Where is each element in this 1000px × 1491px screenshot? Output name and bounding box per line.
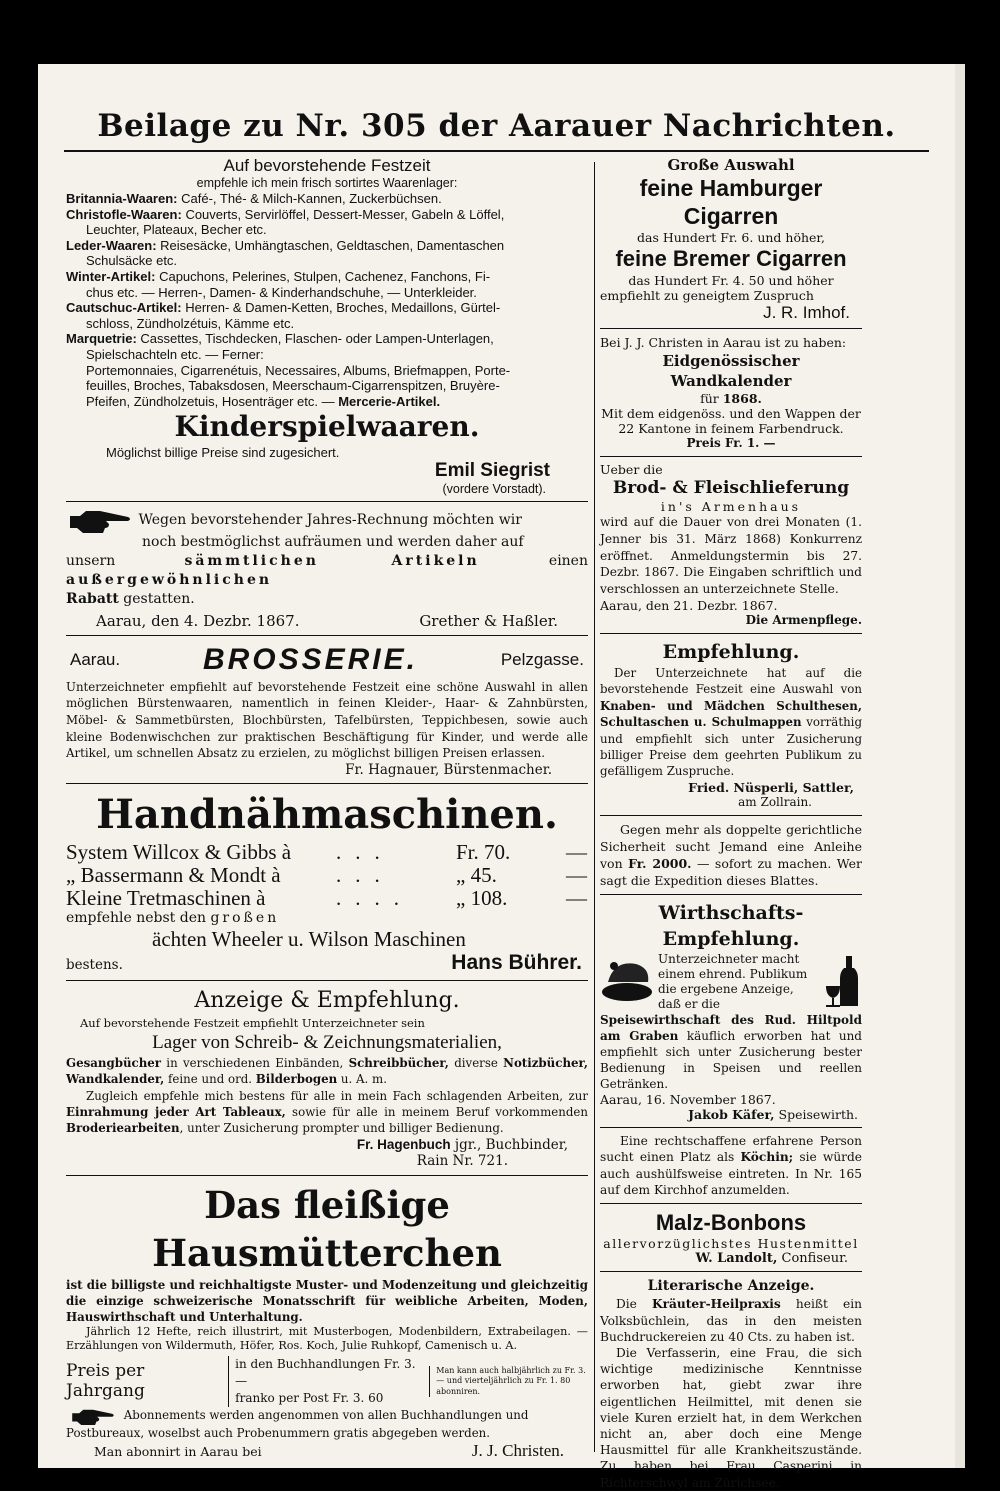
ad-hagenbuch bbox=[66, 986, 588, 1170]
ad-landolt-desc: allervorzüglichstes Hustenmittel bbox=[603, 1236, 859, 1252]
ad-kalender-desc: Mit dem eidgenöss. und den Wappen der 22 Kantone in feinem Farbendruck. bbox=[601, 406, 861, 436]
ad-literarisch-body2: Die Verfasserin, eine Frau, die sich wichtige medizinische Kenntnisse erworben hat, giebt zwar ihre eigentlichen Heilmittel, mit denen sie viele Kuren erzielt hat, in dem Werkchen nicht an, aber doch eine Menge Hausmittel für alle Krankheitszustände. Zu haben bei Frau Casperini in Richterschwyl am Zürichsee. bbox=[600, 1346, 862, 1490]
ad-kaefer-body: Speisewirthschaft des Rud. Hiltpold am Graben käuflich erworben hat und empfiehlt sich unter Zusicherung bester Bedienung in Speisen und reellen Getränken. bbox=[600, 1012, 862, 1091]
ad-landolt-title: Malz-Bonbons bbox=[655, 1210, 807, 1236]
ad-hagnauer-street: Pelzgasse. bbox=[500, 649, 584, 669]
ad-imhof-bremen: feine Bremer Cigarren bbox=[615, 246, 847, 271]
page-title: Beilage zu Nr. 305 der Aarauer Nachrichten. bbox=[97, 108, 896, 144]
ad-siegrist bbox=[66, 156, 588, 496]
ad-siegrist-name: Emil Siegrist bbox=[434, 460, 550, 482]
ad-hagnauer bbox=[66, 641, 588, 778]
ad-nuesperli-title: Empfehlung. bbox=[662, 640, 800, 663]
ad-christen-body: Jährlich 12 Hefte, reich illustrirt, mit Musterbogen, Modenbildern, Extrabeilagen. — Erzählungen von Wildermuth, Höfer, Ros. Koch, Julie Ruhkopf, Camenisch u. A. bbox=[66, 1324, 588, 1353]
ad-nuesperli bbox=[600, 639, 862, 810]
ad-kalender-intro: Bei J. J. Christen in Aarau ist zu haben: bbox=[600, 335, 847, 350]
ad-nuesperli-body: Der Unterzeichnete hat auf die bevorstehende Festzeit eine Auswahl von Knaben- und Mädchen Schulthesen, Schultaschen u. Schulmappen vorräthig und empfiehlt sich unter Zusicherung billiger Preise dem geehrten Publikum zu gefälligem Zuspruche. bbox=[600, 665, 862, 779]
ad-imhof-recommend: empfiehlt zu geneigtem Zuspruch bbox=[600, 288, 814, 303]
ad-siegrist-prices: Möglichst billige Preise sind zugesichert. bbox=[106, 445, 340, 461]
ad-siegrist-intro: empfehle ich mein frisch sortirtes Waarenlager: bbox=[196, 176, 458, 190]
ad-christen-price-label: Preis per Jahrgang bbox=[66, 1361, 145, 1402]
ad-hagnauer-sign: Fr. Hagnauer, Bürstenmacher. bbox=[345, 761, 552, 778]
ad-kalender bbox=[600, 334, 862, 451]
ad-landolt-sign: W. Landolt, Confiseur. bbox=[695, 1251, 848, 1267]
ad-imhof-heading: Große Auswahl bbox=[667, 156, 795, 174]
ad-christen-price1: in den Buchhandlungen Fr. 3. — bbox=[235, 1356, 416, 1388]
ad-christen-price2: franko per Post Fr. 3. 60 bbox=[235, 1390, 384, 1405]
ad-literarisch-body1: Die Kräuter-Heilpraxis heißt ein Volksbüchlein, das in den meisten Buchdruckereien zu 40 Cts. zu haben ist. bbox=[600, 1297, 862, 1344]
ad-siegrist-toys: Kinderspielwaaren. bbox=[174, 410, 480, 444]
ad-siegrist-line: schloss, Zündholzétuis, Kämme etc. bbox=[86, 315, 295, 331]
ad-koechin-body: Eine rechtschaffene erfahrene Person sucht einen Platz als Köchin; sie würde auch aushülfsweise eintreten. In Nr. 165 auf dem Kirchhof anzumelden. bbox=[600, 1133, 863, 1198]
newspaper-page bbox=[38, 64, 955, 1490]
ad-kaefer-intro: Unterzeichneter macht einem ehrend. Publikum die ergebene Anzeige, daß er die bbox=[658, 951, 808, 1011]
ad-armenpflege-sign: Die Armenpflege. bbox=[745, 612, 862, 627]
ad-siegrist-line: Britannia-Waaren: Café-, Thé- & Milch-Kannen, Zuckerbüchsen. bbox=[66, 191, 442, 206]
ad-kaefer-date: Aarau, 16. November 1867. bbox=[600, 1091, 776, 1107]
ad-armenpflege-pre: Ueber die bbox=[600, 462, 663, 477]
ad-grether-line: unsern sämmtlichen Artikeln einen außergewöhnlichen bbox=[66, 553, 588, 589]
ad-kalender-year: für 1868. bbox=[700, 391, 762, 406]
ad-buehrer-row: Kleine Tretmaschinen à .... „ 108. — bbox=[66, 886, 587, 911]
ad-hagenbuch-sign: Fr. Hagenbuch jgr., Buchbinder, bbox=[356, 1136, 568, 1153]
ad-grether-line: noch bestmöglichst aufräumen und werden daher auf bbox=[142, 534, 524, 551]
ad-armenpflege-body: wird auf die Dauer von drei Monaten (1. Jenner bis 31. März 1868) Konkurrenz eröffnet. Anmeldungstermin bis 27. Dezbr. 1867. Die Eingaben schriftlich und verschlossen an unterzeichnete Stelle. bbox=[600, 515, 862, 597]
ad-hagnauer-heading: BROSSERIE. bbox=[202, 642, 418, 676]
ad-buehrer-bestens: bestens. bbox=[66, 956, 123, 973]
ad-nuesperli-sign: Fried. Nüsperli, Sattler, bbox=[688, 779, 854, 795]
ad-kalender-title: Eidgenössischer Wandkalender bbox=[662, 352, 800, 390]
ad-christen bbox=[66, 1181, 588, 1461]
ad-siegrist-address: (vordere Vorstadt). bbox=[442, 482, 546, 497]
page-edge bbox=[955, 64, 965, 1468]
ad-siegrist-line: Pfeifen, Zündholzetuis, Hosenträger etc. — Mercerie-Artikel. bbox=[86, 393, 441, 409]
ad-imhof bbox=[600, 156, 862, 323]
roast-dish-icon bbox=[600, 952, 654, 1008]
ad-hagnauer-body: Unterzeichneter empfiehlt auf bevorstehende Festzeit eine schöne Auswahl in allen möglichen Bürstenwaaren, namentlich in feinen Kleider-, Haar- & Zahnbürsten, Möbel- & Sammetbürsten, Blochbürsten, Tafelbürsten, Teppichbesen, sowie auch kleine Bodenwischchen zur praktischen Beschäftigung für Kinder, und werde alle Artikel, um schnellen Absatz zu erzielen, zu möglichst billigen Preisen erlassen. bbox=[66, 679, 588, 761]
title-rule bbox=[64, 150, 929, 152]
ad-christen-abos: Abonnements werden angenommen von allen Buchhandlungen und Postbureaux, woselbst auch Probenummern gratis abgegeben werden. bbox=[66, 1407, 529, 1440]
ad-siegrist-line: Spielschachteln etc. — Ferner: bbox=[86, 346, 264, 362]
ad-buehrer bbox=[66, 789, 588, 975]
ad-kaefer-sign: Jakob Käfer, Speisewirth. bbox=[688, 1106, 858, 1122]
ad-siegrist-line: Christofle-Waaren: Couverts, Servirlöffel, Dessert-Messer, Gabeln & Löffel, bbox=[66, 206, 505, 222]
ad-buehrer-heading: Handnähmaschinen. bbox=[96, 791, 558, 839]
ad-hagenbuch-heading: Anzeige & Empfehlung. bbox=[194, 987, 460, 1013]
ad-armenpflege-date: Aarau, den 21. Dezbr. 1867. bbox=[600, 597, 778, 613]
left-column bbox=[66, 156, 588, 1458]
ad-christen-name: J. J. Christen. bbox=[471, 1440, 564, 1460]
ad-siegrist-line: Winter-Artikel: Capuchons, Pelerines, Stulpen, Cachenez, Fanchons, Fi- bbox=[66, 268, 491, 284]
ad-buehrer-row: „ Bassermann & Mondt à ... „ 45. — bbox=[66, 863, 587, 888]
ad-siegrist-line: Portemonnaies, Cigarrenétuis, Necessaires, Albums, Briefmappen, Porte- bbox=[86, 362, 511, 378]
ad-buehrer-wheeler: ächten Wheeler u. Wilson Maschinen bbox=[152, 926, 466, 951]
ad-siegrist-heading: Auf bevorstehende Festzeit bbox=[223, 156, 431, 175]
ad-literarisch-title: Literarische Anzeige. bbox=[647, 1278, 815, 1295]
ad-siegrist-line: Leder-Waaren: Reisesäcke, Umhängtaschen, Geldtaschen, Damentaschen bbox=[66, 237, 505, 253]
ad-literarisch bbox=[600, 1277, 862, 1490]
ad-siegrist-line: Schulsäcke etc. bbox=[86, 253, 178, 269]
pointing-hand-icon bbox=[66, 1407, 120, 1425]
ad-hagenbuch-body2: Zugleich empfehle mich bestens für alle in mein Fach schlagenden Arbeiten, zur Einrahmung jeder Art Tableaux, sowie für alle in meinem Beruf vorkommenden Broderiearbeiten, unter Zusicherung prompter und billiger Bedienung. bbox=[66, 1088, 588, 1136]
ad-christen-place: Man abonnirt in Aarau bei bbox=[94, 1443, 262, 1459]
ad-koechin bbox=[600, 1133, 862, 1199]
ad-armenpflege-where: in's Armenhaus bbox=[660, 499, 802, 514]
ad-buehrer-row: System Willcox & Gibbs à ... Fr. 70. — bbox=[66, 840, 587, 865]
ad-christen-heading: Das fleißige Hausmütterchen bbox=[152, 1182, 502, 1275]
ad-grether-firm: Grether & Haßler. bbox=[419, 612, 558, 631]
ad-hagnauer-place: Aarau. bbox=[70, 649, 121, 669]
ad-buehrer-line: empfehle nebst den großen bbox=[66, 910, 280, 927]
ad-imhof-hamburg: feine Hamburger Cigarren bbox=[639, 175, 823, 229]
ad-hagenbuch-intro: Auf bevorstehende Festzeit empfiehlt Unterzeichneter sein bbox=[80, 1015, 425, 1030]
ad-kaefer-title: Wirthschafts-Empfehlung. bbox=[658, 901, 804, 950]
ad-buehrer-name: Hans Bührer. bbox=[451, 950, 582, 974]
ad-anleihe-body: Gegen mehr als doppelte gerichtliche Sicherheit sucht Jemand eine Anleihe von Fr. 2000. — sofort zu machen. Wer sagt die Expedition dieses Blattes. bbox=[600, 821, 862, 888]
ad-grether-date: Aarau, den 4. Dezbr. 1867. bbox=[96, 612, 300, 631]
ad-siegrist-line: Marquetrie: Cassettes, Tischdecken, Flaschen- oder Lampen-Unterlagen, bbox=[66, 331, 494, 347]
ad-siegrist-line: chus etc. — Herren-, Damen- & Kinderhandschuhe, — Unterkleider. bbox=[86, 284, 477, 300]
wine-bottle-icon bbox=[822, 952, 862, 1008]
ad-grether: Wegen bevorstehender Jahres-Rechnung möchten wir noch bestmöglichst aufräumen und werden daher auf unsern sämmtlichen Artikeln einen außergewöhnlichen Rabatt gestatten. Aarau, den 4. Dezbr. 1867. Grether & Haßler. bbox=[66, 507, 588, 630]
ad-imhof-price2: das Hundert Fr. 4. 50 und höher bbox=[628, 273, 834, 288]
ad-nuesperli-addr: am Zollrain. bbox=[738, 794, 812, 809]
ad-hagenbuch-address: Rain Nr. 721. bbox=[416, 1153, 508, 1170]
ad-kaefer bbox=[600, 900, 862, 1122]
ad-armenpflege bbox=[600, 462, 862, 628]
ad-christen-lead: ist die billigste und reichhaltigste Muster- und Modenzeitung und gleichzeitig die einzige schweizerische Monatsschrift für weibliche Arbeiten, Moden, Hauswirthschaft und Unterhaltung. bbox=[66, 1277, 588, 1324]
ad-siegrist-line: Leuchter, Plateaux, Becher etc. bbox=[86, 222, 267, 238]
ad-siegrist-line: Cautschuc-Artikel: Herren- & Damen-Ketten, Broches, Medaillons, Gürtel- bbox=[66, 300, 501, 316]
column-divider bbox=[594, 162, 595, 1452]
ad-christen-note: Man kann auch halbjährlich zu Fr. 3. — und vierteljährlich zu Fr. 1. 80 abonniren. bbox=[429, 1366, 588, 1398]
ad-hagenbuch-body: Gesangbücher in verschiedenen Einbänden, Schreibbücher, diverse Notizbücher, Wandkalender, feine und ord. Bilderbogen u. A. m. bbox=[66, 1055, 588, 1087]
ad-siegrist-line: feuilles, Broches, Tabaksdosen, Meerschaum-Cigarrenspitzen, Bruyère- bbox=[86, 378, 500, 394]
ad-imhof-price1: das Hundert Fr. 6. und höher, bbox=[636, 230, 825, 245]
ad-kalender-price: Preis Fr. 1. — bbox=[686, 436, 776, 450]
right-column bbox=[600, 156, 863, 1490]
pointing-hand-icon bbox=[66, 507, 134, 533]
ad-grether-line: Rabatt gestatten. bbox=[66, 591, 195, 608]
ad-hagenbuch-lager: Lager von Schreib- & Zeichnungsmaterialien, bbox=[152, 1031, 502, 1053]
ad-landolt bbox=[600, 1209, 862, 1266]
ad-anleihe bbox=[600, 821, 862, 889]
ad-imhof-name: J. R. Imhof. bbox=[763, 303, 850, 322]
ad-armenpflege-title: Brod- & Fleischlieferung bbox=[612, 478, 850, 498]
